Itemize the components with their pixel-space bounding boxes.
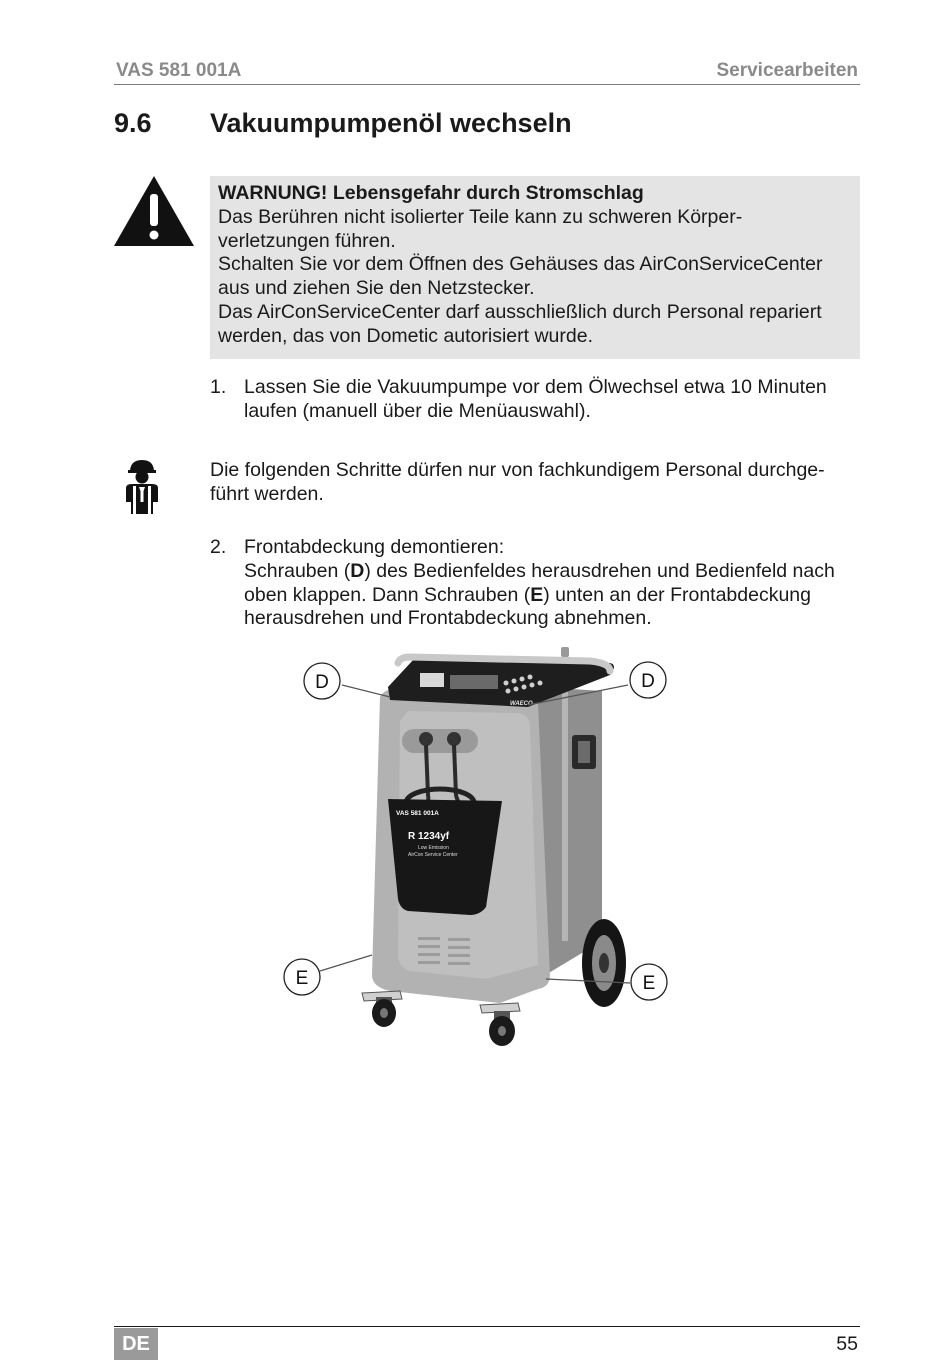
service-unit-figure <box>280 645 680 1055</box>
step-line: herausdrehen und Frontabdeckung abnehmen. <box>244 607 652 630</box>
warning-line: verletzungen führen. <box>218 229 396 252</box>
callout-label: D <box>315 672 329 693</box>
brand-label: WAECO <box>510 701 533 707</box>
step-line: laufen (manuell über die Menüauswahl). <box>244 399 591 422</box>
step-heading: Frontabdeckung demontieren: <box>244 536 505 558</box>
header-doc-id: VAS 581 001A <box>116 60 242 81</box>
warning-line: Schalten Sie vor dem Öffnen des Gehäuses das AirConServiceCenter <box>218 253 823 276</box>
pocket-model-label: VAS 581 001A <box>396 810 439 817</box>
step-1 <box>210 376 827 424</box>
step-2 <box>210 536 835 631</box>
callout-label: D <box>641 671 655 692</box>
pocket-line: AirCon Service Center <box>408 852 458 858</box>
pocket-refrigerant-label: R 1234yf <box>408 831 450 842</box>
warning-line: Das Berühren nicht isolierter Teile kann zu schweren Körper- <box>218 205 743 228</box>
note-line: führt werden. <box>210 482 324 505</box>
step-number: 2. <box>210 536 227 558</box>
callout-label: E <box>642 973 656 994</box>
warning-box <box>210 176 860 359</box>
warning-title: WARNUNG! Lebensgefahr durch Stromschlag <box>218 182 644 204</box>
step-number: 1. <box>210 376 227 398</box>
header-rule <box>114 84 860 85</box>
section-number: 9.6 <box>114 108 152 138</box>
footer-rule <box>114 1326 860 1327</box>
note-line: Die folgenden Schritte dürfen nur von fachkundigem Personal durchge- <box>210 459 825 481</box>
language-badge: DE <box>114 1328 158 1360</box>
personnel-note <box>210 459 825 507</box>
callout-ref-e: E <box>530 583 544 606</box>
step-line: Schrauben (D) des Bedienfeldes herausdrehen und Bedienfeld nach <box>244 559 835 582</box>
step-line: Lassen Sie die Vakuumpumpe vor dem Ölwechsel etwa 10 Minuten <box>244 376 827 398</box>
warning-line: Das AirConServiceCenter darf ausschließlich durch Personal repariert <box>218 300 822 323</box>
section-title: Vakuumpumpenöl wechseln <box>210 108 572 138</box>
technician-icon <box>122 458 162 516</box>
warning-line: aus und ziehen Sie den Netzstecker. <box>218 277 535 300</box>
pocket-line: Low Emission <box>418 845 449 851</box>
step-line: oben klappen. Dann Schrauben (E) unten an der Frontabdeckung <box>244 583 811 606</box>
callout-label: E <box>295 968 309 989</box>
header-section: Servicearbeiten <box>716 60 858 81</box>
page-number: 55 <box>836 1333 858 1355</box>
callout-ref-d: D <box>350 559 365 582</box>
warning-line: werden, das von Dometic autorisiert wurde. <box>218 324 594 347</box>
warning-icon <box>112 174 196 248</box>
